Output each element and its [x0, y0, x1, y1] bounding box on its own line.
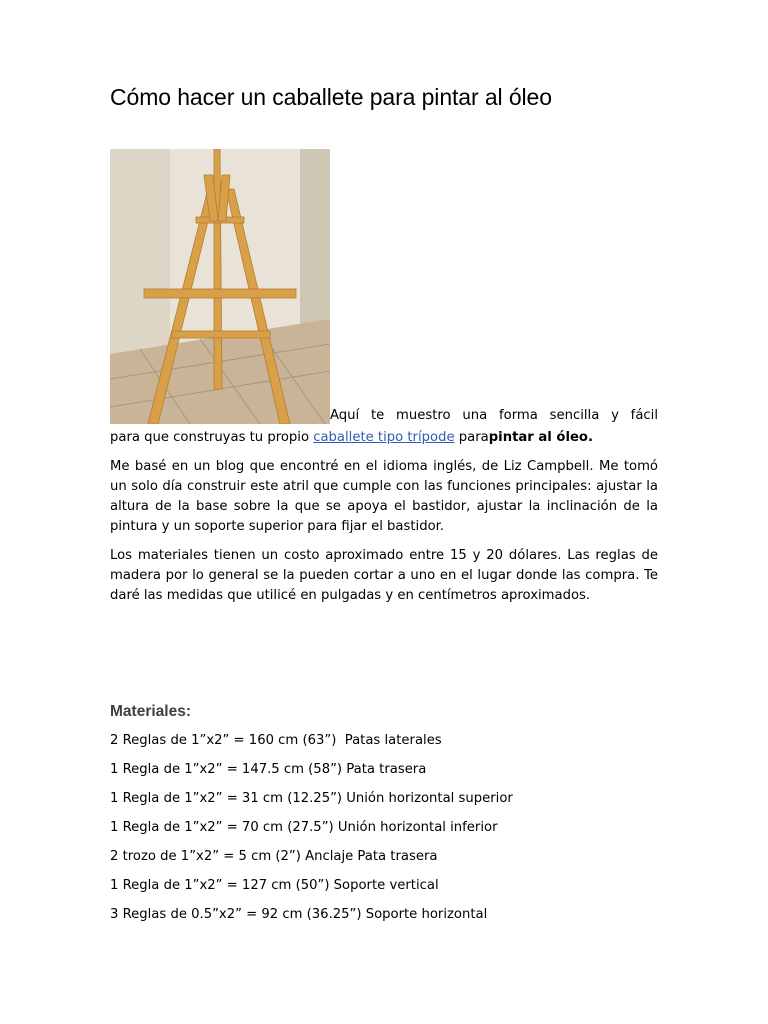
- materials-heading: Materiales:: [110, 703, 191, 720]
- intro-text-2: para: [454, 430, 489, 445]
- intro-text: para que construyas tu propio: [110, 430, 314, 445]
- paragraph-blog-source: Me basé en un blog que encontré en el idioma inglés, de Liz Campbell. Me tomó un solo día construir este atril que cumple con las funciones principales: ajustar la altura de la base sobre la que se apoya el bastidor, ajustar la inclinación de la pintura y un soporte superior para fijar el bastidor.: [110, 459, 658, 534]
- list-item: 1 Regla de 1”x2” = 147.5 cm (58”) Pata trasera: [110, 762, 427, 777]
- easel-type-link[interactable]: caballete tipo trípode: [313, 430, 455, 445]
- intro-line-1: Aquí te muestro una forma sencilla y fácil: [330, 408, 658, 423]
- intro-bold-text: pintar al óleo.: [488, 430, 593, 445]
- list-item: 2 Reglas de 1”x2” = 160 cm (63”) Patas laterales: [110, 733, 442, 748]
- easel-photo: [110, 149, 330, 424]
- list-item: 1 Regla de 1”x2” = 127 cm (50”) Soporte vertical: [110, 878, 439, 893]
- intro-line-2: [110, 428, 658, 448]
- materials-list: [110, 731, 513, 934]
- paragraph-costs: Los materiales tienen un costo aproximado entre 15 y 20 dólares. Las reglas de madera por lo general se la pueden cortar a uno en el lugar donde las compra. Te daré las medidas que utilicé en pulgadas y en centímetros aproximados.: [110, 548, 658, 603]
- easel-illustration: [110, 149, 330, 424]
- list-item: 2 trozo de 1”x2” = 5 cm (2”) Anclaje Pata trasera: [110, 849, 438, 864]
- list-item: 1 Regla de 1”x2” = 70 cm (27.5”) Unión horizontal inferior: [110, 820, 498, 835]
- list-item: 1 Regla de 1”x2” = 31 cm (12.25”) Unión horizontal superior: [110, 791, 513, 806]
- list-item: 3 Reglas de 0.5”x2” = 92 cm (36.25”) Soporte horizontal: [110, 907, 488, 922]
- page-title: Cómo hacer un caballete para pintar al óleo: [110, 84, 552, 110]
